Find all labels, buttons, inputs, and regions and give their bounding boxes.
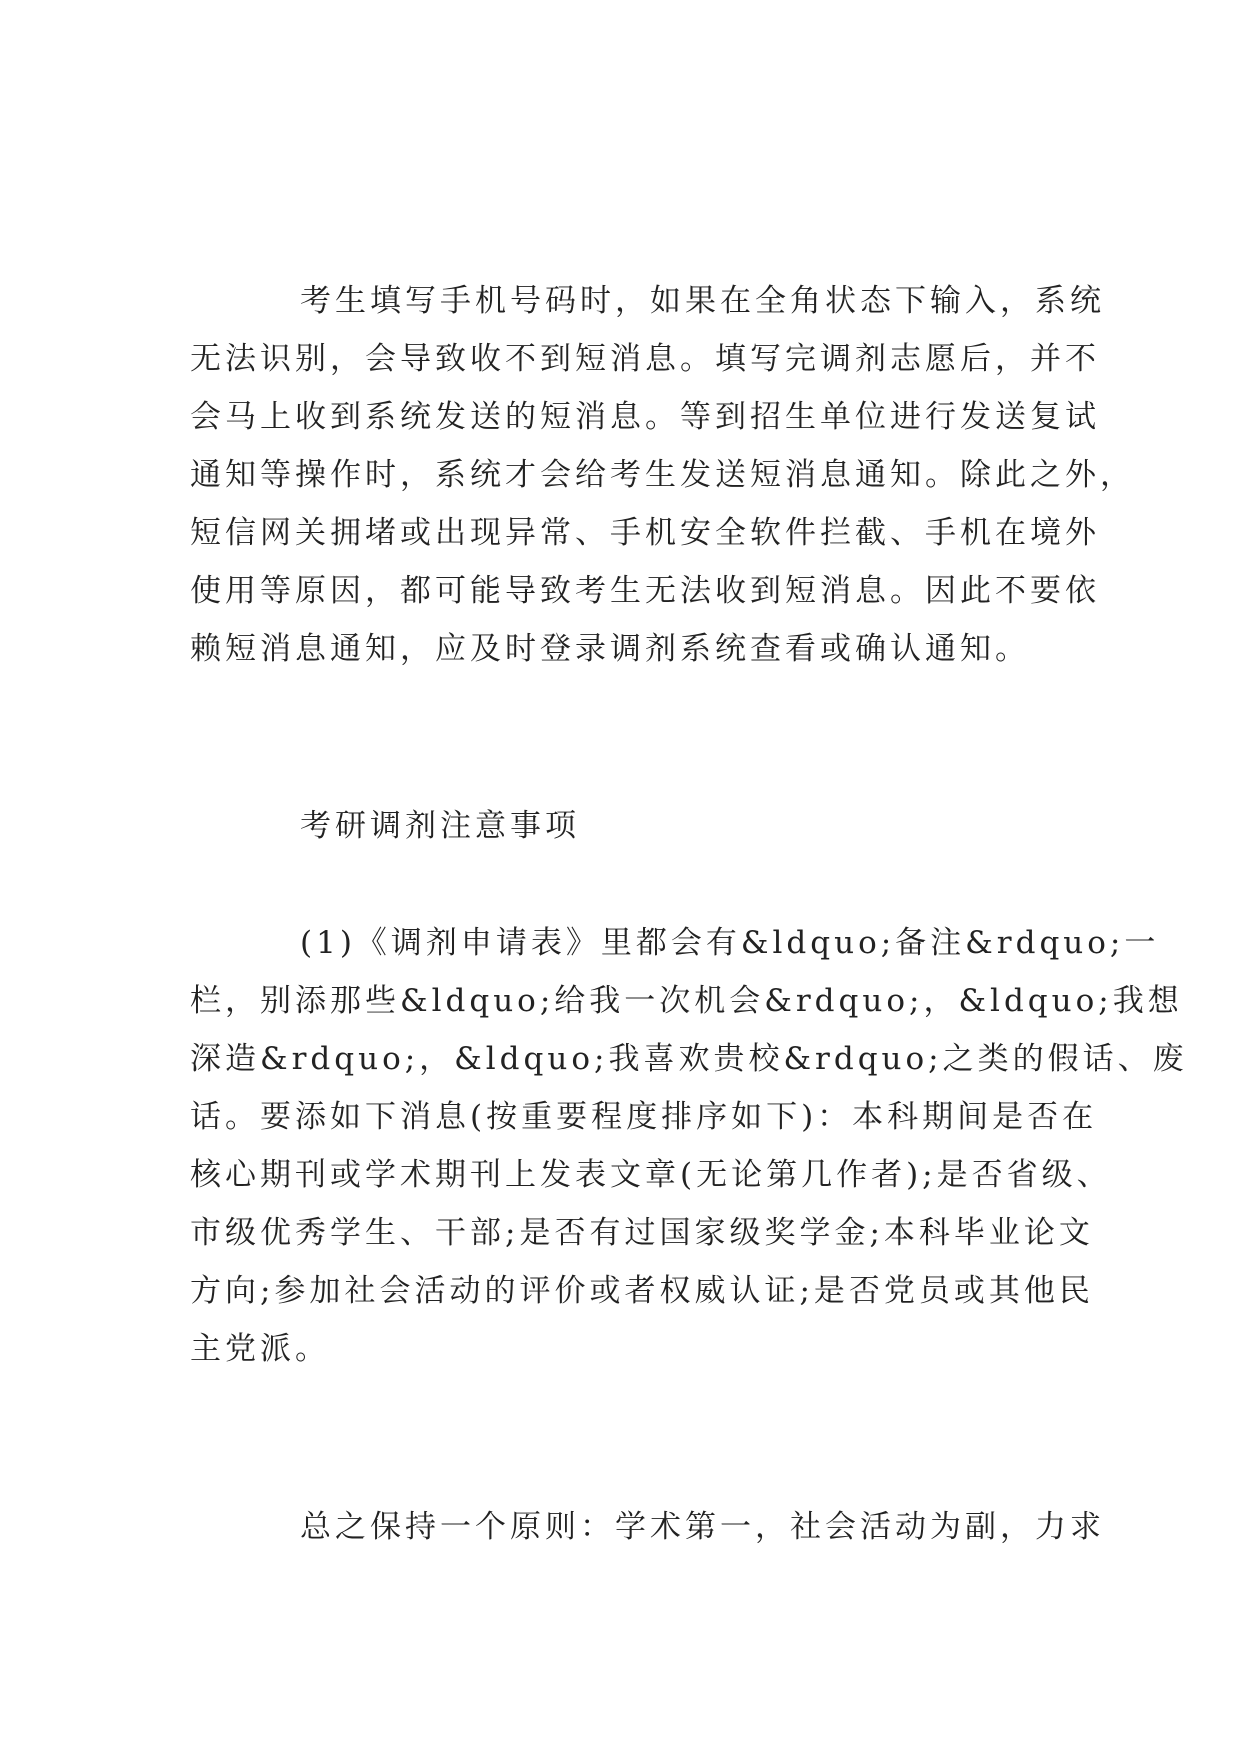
paragraph-line: 通知等操作时，系统才会给考生发送短消息通知。除此之外， [190, 457, 1135, 493]
paragraph-principle [190, 1498, 1105, 1556]
paragraph-line: 无法识别，会导致收不到短消息。填写完调剂志愿后，并不 [190, 341, 1100, 377]
section-heading [190, 797, 1050, 855]
paragraph-sms-notice [190, 272, 1135, 678]
paragraph-line: 市级优秀学生、干部;是否有过国家级奖学金;本科毕业论文 [190, 1215, 1094, 1251]
paragraph-line: 赖短消息通知，应及时登录调剂系统查看或确认通知。 [190, 631, 1030, 667]
paragraph-line: 方向;参加社会活动的评价或者权威认证;是否党员或其他民 [190, 1273, 1094, 1309]
paragraph-line: 考生填写手机号码时，如果在全角状态下输入，系统 [300, 283, 1105, 319]
paragraph-application-form [190, 914, 1188, 1378]
paragraph-line: 短信网关拥堵或出现异常、手机安全软件拦截、手机在境外 [190, 515, 1100, 551]
paragraph-line: 会马上收到系统发送的短消息。等到招生单位进行发送复试 [190, 399, 1100, 435]
paragraph-line: (1)《调剂申请表》里都会有&ldquo;备注&rdquo;一 [300, 925, 1160, 961]
paragraph-line: 使用等原因，都可能导致考生无法收到短消息。因此不要依 [190, 573, 1100, 609]
paragraph-line: 总之保持一个原则：学术第一，社会活动为副，力求 [300, 1509, 1105, 1545]
paragraph-line: 栏，别添那些&ldquo;给我一次机会&rdquo;，&ldquo;我想 [190, 983, 1183, 1019]
paragraph-line: 话。要添如下消息(按重要程度排序如下)：本科期间是否在 [190, 1099, 1098, 1135]
paragraph-line: 主党派。 [190, 1331, 330, 1367]
paragraph-line: 核心期刊或学术期刊上发表文章(无论第几作者);是否省级、 [190, 1157, 1112, 1193]
heading-text: 考研调剂注意事项 [300, 808, 580, 844]
paragraph-line: 深造&rdquo;，&ldquo;我喜欢贵校&rdquo;之类的假话、废 [190, 1041, 1188, 1077]
